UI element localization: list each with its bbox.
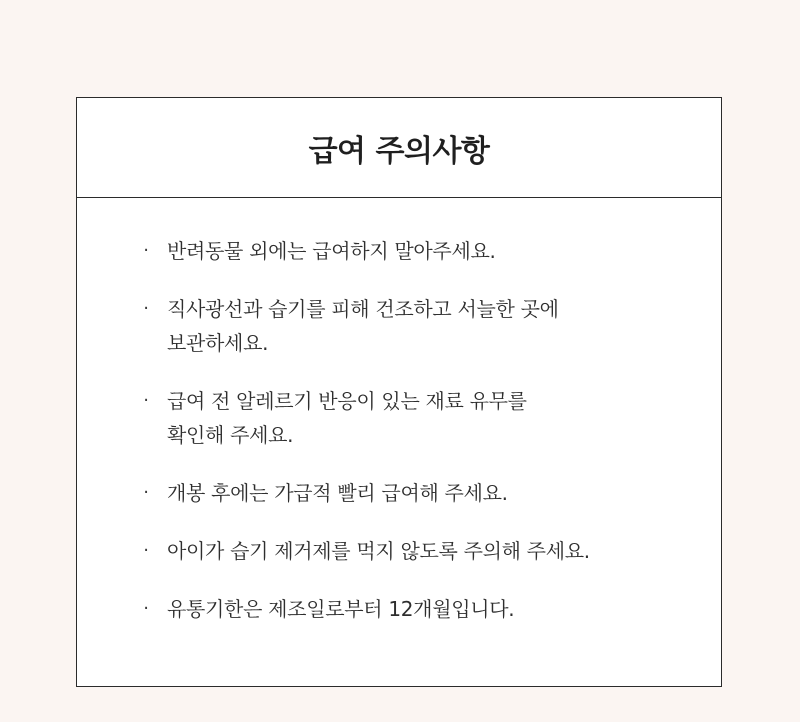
notice-item-text: 급여 전 알레르기 반응이 있는 재료 유무를 확인해 주세요. — [167, 389, 527, 447]
notice-item-desiccant — [77, 534, 721, 568]
notice-item-allergy — [77, 384, 721, 452]
notice-item-after-opening — [77, 476, 721, 510]
notice-body — [77, 198, 721, 626]
bullet-icon: · — [143, 482, 149, 503]
notice-list — [77, 234, 721, 626]
notice-item-storage — [77, 292, 721, 360]
notice-card — [76, 97, 722, 687]
notice-item-not-for-humans — [77, 234, 721, 268]
notice-item-text: 직사광선과 습기를 피해 건조하고 서늘한 곳에 보관하세요. — [167, 297, 559, 355]
notice-item-text: 유통기한은 제조일로부터 12개월입니다. — [167, 597, 515, 621]
bullet-icon: · — [143, 240, 149, 261]
bullet-icon: · — [143, 540, 149, 561]
bullet-icon: · — [143, 598, 149, 619]
notice-item-text: 아이가 습기 제거제를 먹지 않도록 주의해 주세요. — [167, 539, 590, 563]
notice-header — [77, 98, 721, 198]
notice-item-text: 개봉 후에는 가급적 빨리 급여해 주세요. — [167, 481, 508, 505]
notice-item-text: 반려동물 외에는 급여하지 말아주세요. — [167, 239, 496, 263]
bullet-icon: · — [143, 390, 149, 411]
notice-title: 급여 주의사항 — [308, 133, 490, 169]
bullet-icon: · — [143, 298, 149, 319]
notice-item-expiry — [77, 592, 721, 626]
